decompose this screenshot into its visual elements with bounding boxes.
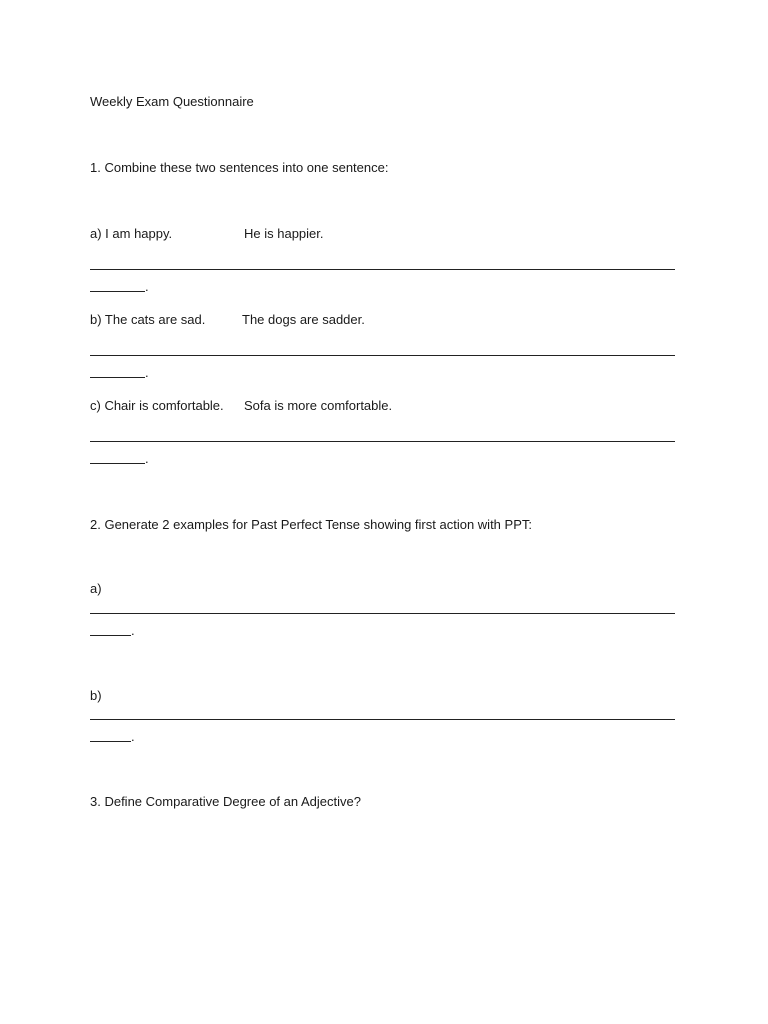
question-2b-label: b) (90, 688, 102, 703)
answer-line-1b-end: . (145, 365, 149, 380)
question-1b-left: b) The cats are sad. (90, 312, 206, 327)
answer-line-1a-end: . (145, 279, 149, 294)
answer-line-2b-continuation (90, 741, 131, 742)
answer-line-2b (90, 719, 675, 720)
question-1a-left: a) I am happy. (90, 226, 173, 241)
question-1a-right: He is happier. (244, 226, 324, 241)
question-3-prompt: 3. Define Comparative Degree of an Adjective? (90, 794, 361, 809)
answer-line-2a (90, 613, 675, 614)
answer-line-2b-end: . (131, 729, 135, 744)
question-1-prompt: 1. Combine these two sentences into one sentence: (90, 160, 389, 175)
question-2-prompt: 2. Generate 2 examples for Past Perfect Tense showing first action with PPT: (90, 517, 532, 532)
answer-line-1a (90, 269, 675, 270)
answer-line-1c (90, 441, 675, 442)
answer-line-1c-continuation (90, 463, 145, 464)
question-2a-label: a) (90, 581, 102, 596)
answer-line-1b (90, 355, 675, 356)
question-1b-right: The dogs are sadder. (242, 312, 365, 327)
answer-line-1a-continuation (90, 291, 145, 292)
document-title: Weekly Exam Questionnaire (90, 94, 254, 109)
answer-line-1b-continuation (90, 377, 145, 378)
question-1c-left: c) Chair is comfortable. (90, 398, 224, 413)
answer-line-1c-end: . (145, 451, 149, 466)
answer-line-2a-continuation (90, 635, 131, 636)
answer-line-2a-end: . (131, 623, 135, 638)
question-1c-right: Sofa is more comfortable. (244, 398, 393, 413)
